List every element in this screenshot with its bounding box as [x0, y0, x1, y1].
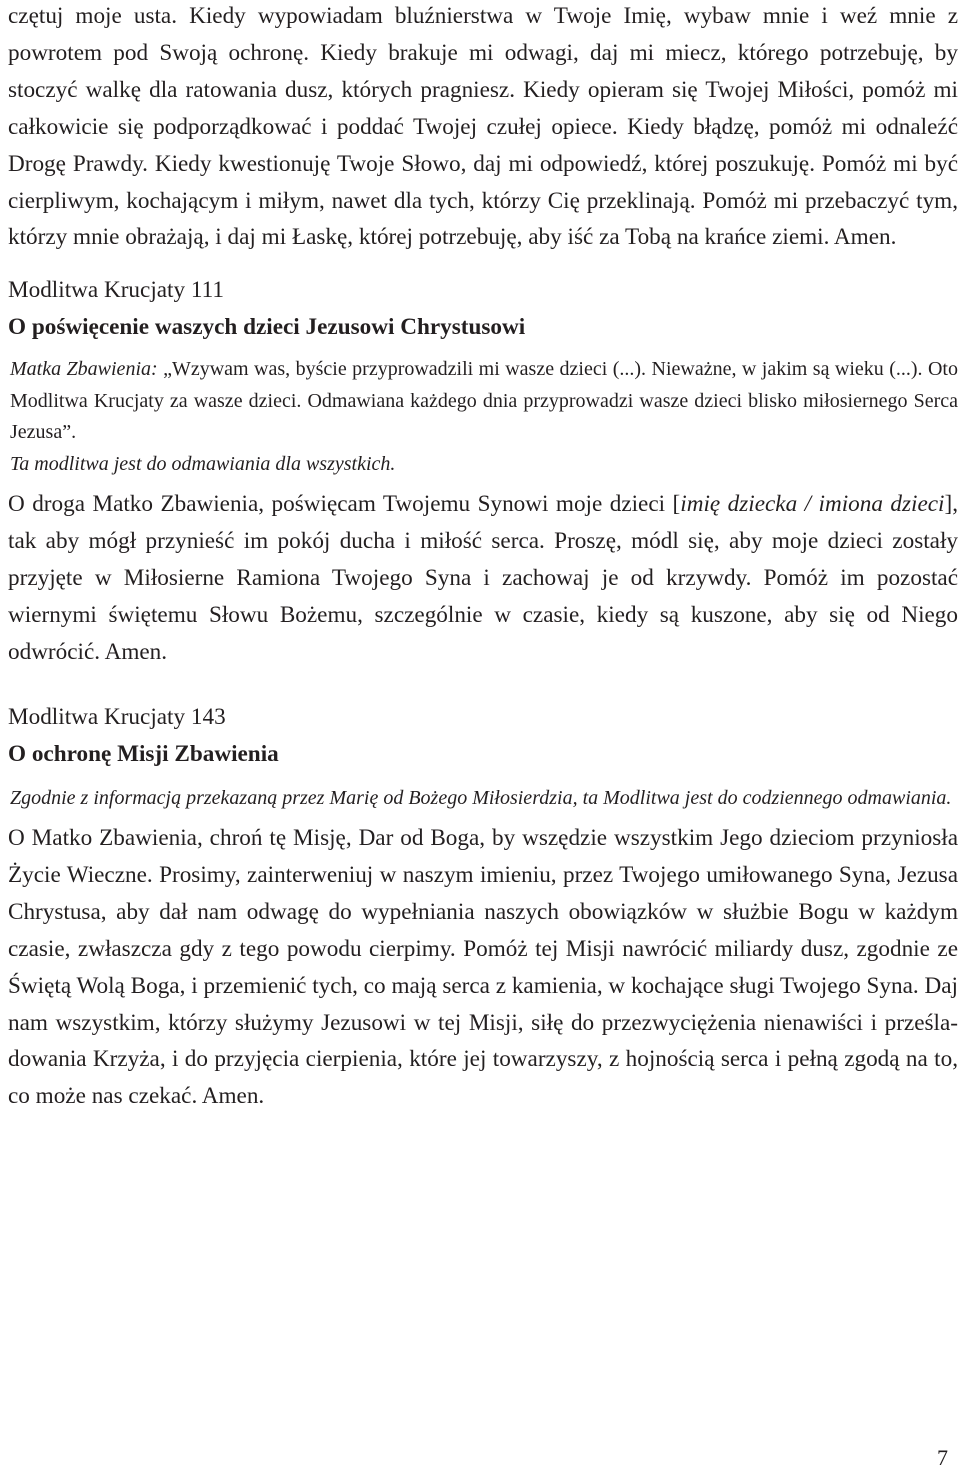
section-intro: [10, 783, 958, 815]
intro-quote: [10, 354, 958, 449]
intro-note: Ta modlitwa jest do odmawiania dla wszystkich.: [10, 452, 396, 475]
intro-text: „Wzywam was, byście przyprowadzili mi wasze dzieci (...). Nieważne, w jakim są wieku (...). Oto Modlitwa Krucjaty za wasze dzieci. Odmawiana każdego dnia przyprowadzi wasze dzieci blisko miłosiernego Serca Jezusa”.: [10, 358, 958, 444]
section-crusade-prayer-143: [8, 699, 958, 1116]
prayer-paragraph: O Matko Zbawienia, chroń tę Misję, Dar od Boga, by wszędzie wszystkim Jego dzieciom przyniosła Życie Wieczne. Prosimy, zainterweniuj w naszym imieniu, przez Twojego umiłowanego Syna, Jezusa Chrystusa, aby dał nam odwagę do wypełniania naszych obowiązków w służbie Bogu w każdym czasie, zwłaszcza gdy z tego powodu cierpimy. Pomóż tej Misji nawrócić miliardy dusz, zgodnie ze Świętą Wolą Boga, i przemienić tych, co mają serca z kamienia, w kochające sługi Twojego Syna. Daj nam wszystkim, którzy służymy Jezusowi w tej Misji, siłę do przezwyciężenia nienawiści i prześladowania Krzyża, i do przyjęcia cierpienia, które jej towarzyszy, z hojnością serca i pełną zgodą na to, co może nas czekać. Amen.: [8, 825, 958, 1110]
section-crusade-prayer-111: [8, 272, 958, 670]
section-intro: [10, 354, 958, 480]
prayer-text-part2: ], tak aby mógł przynieść im pokój ducha i miłość serca. Proszę, módl się, aby moje dzieci zostały przyjęte w Miłosierne Ramiona Twojego Syna i zachowaj je od krzywdy. Pomóż im pozostać wiernymi świętemu Słowu Bożemu, szczególnie w czasie, kiedy są kuszone, aby się od Niego odwrócić. Amen.: [8, 491, 958, 665]
prayer-paragraph: [8, 486, 958, 671]
document-page: [8, 0, 958, 1115]
section-label: Modlitwa Krucjaty 143: [8, 703, 226, 730]
page-number: 7: [937, 1445, 948, 1470]
section-title: O poświęcenie waszych dzieci Jezusowi Chrystusowi: [8, 314, 526, 341]
intro-speaker: Matka Zbawienia:: [10, 358, 158, 381]
section-label: Modlitwa Krucjaty 111: [8, 277, 224, 304]
prayer-continuation-paragraph: czętuj moje usta. Kiedy wypowiadam bluźnierstwa w Twoje Imię, wybaw mnie i weź mnie z powrotem pod Swoją ochronę. Kiedy brakuje mi odwagi, daj mi miecz, którego potrzebuję, by stoczyć walkę dla ratowania dusz, których pragniesz. Kiedy opieram się Twojej Miłości, pomóż mi całkowicie się podporządkować i poddać Twojej czułej opiece. Kiedy błądzę, pomóż mi odnaleźć Drogę Prawdy. Kiedy kwestionuję Twoje Słowo, daj mi odpowiedź, której poszukuję. Pomóż mi być cierpliwym, kochającym i miłym, nawet dla tych, którzy Cię przeklinają. Pomóż mi przebaczyć tym, którzy mnie obrażają, i daj mi Łaskę, której potrzebuję, aby iść za Tobą na krańce ziemi. Amen.: [8, 3, 958, 251]
prayer-placeholder: imię dziecka / imiona dzieci: [680, 491, 945, 518]
prayer-text-part1: O droga Matko Zbawienia, poświęcam Twojemu Synowi moje dzieci [: [8, 491, 681, 518]
section-title: O ochronę Misji Zbawienia: [8, 740, 279, 767]
intro-note: Zgodnie z informacją przekazaną przez Marię od Bożego Miłosierdzia, ta Modlitwa jest do codziennego odmawiania.: [10, 786, 952, 809]
